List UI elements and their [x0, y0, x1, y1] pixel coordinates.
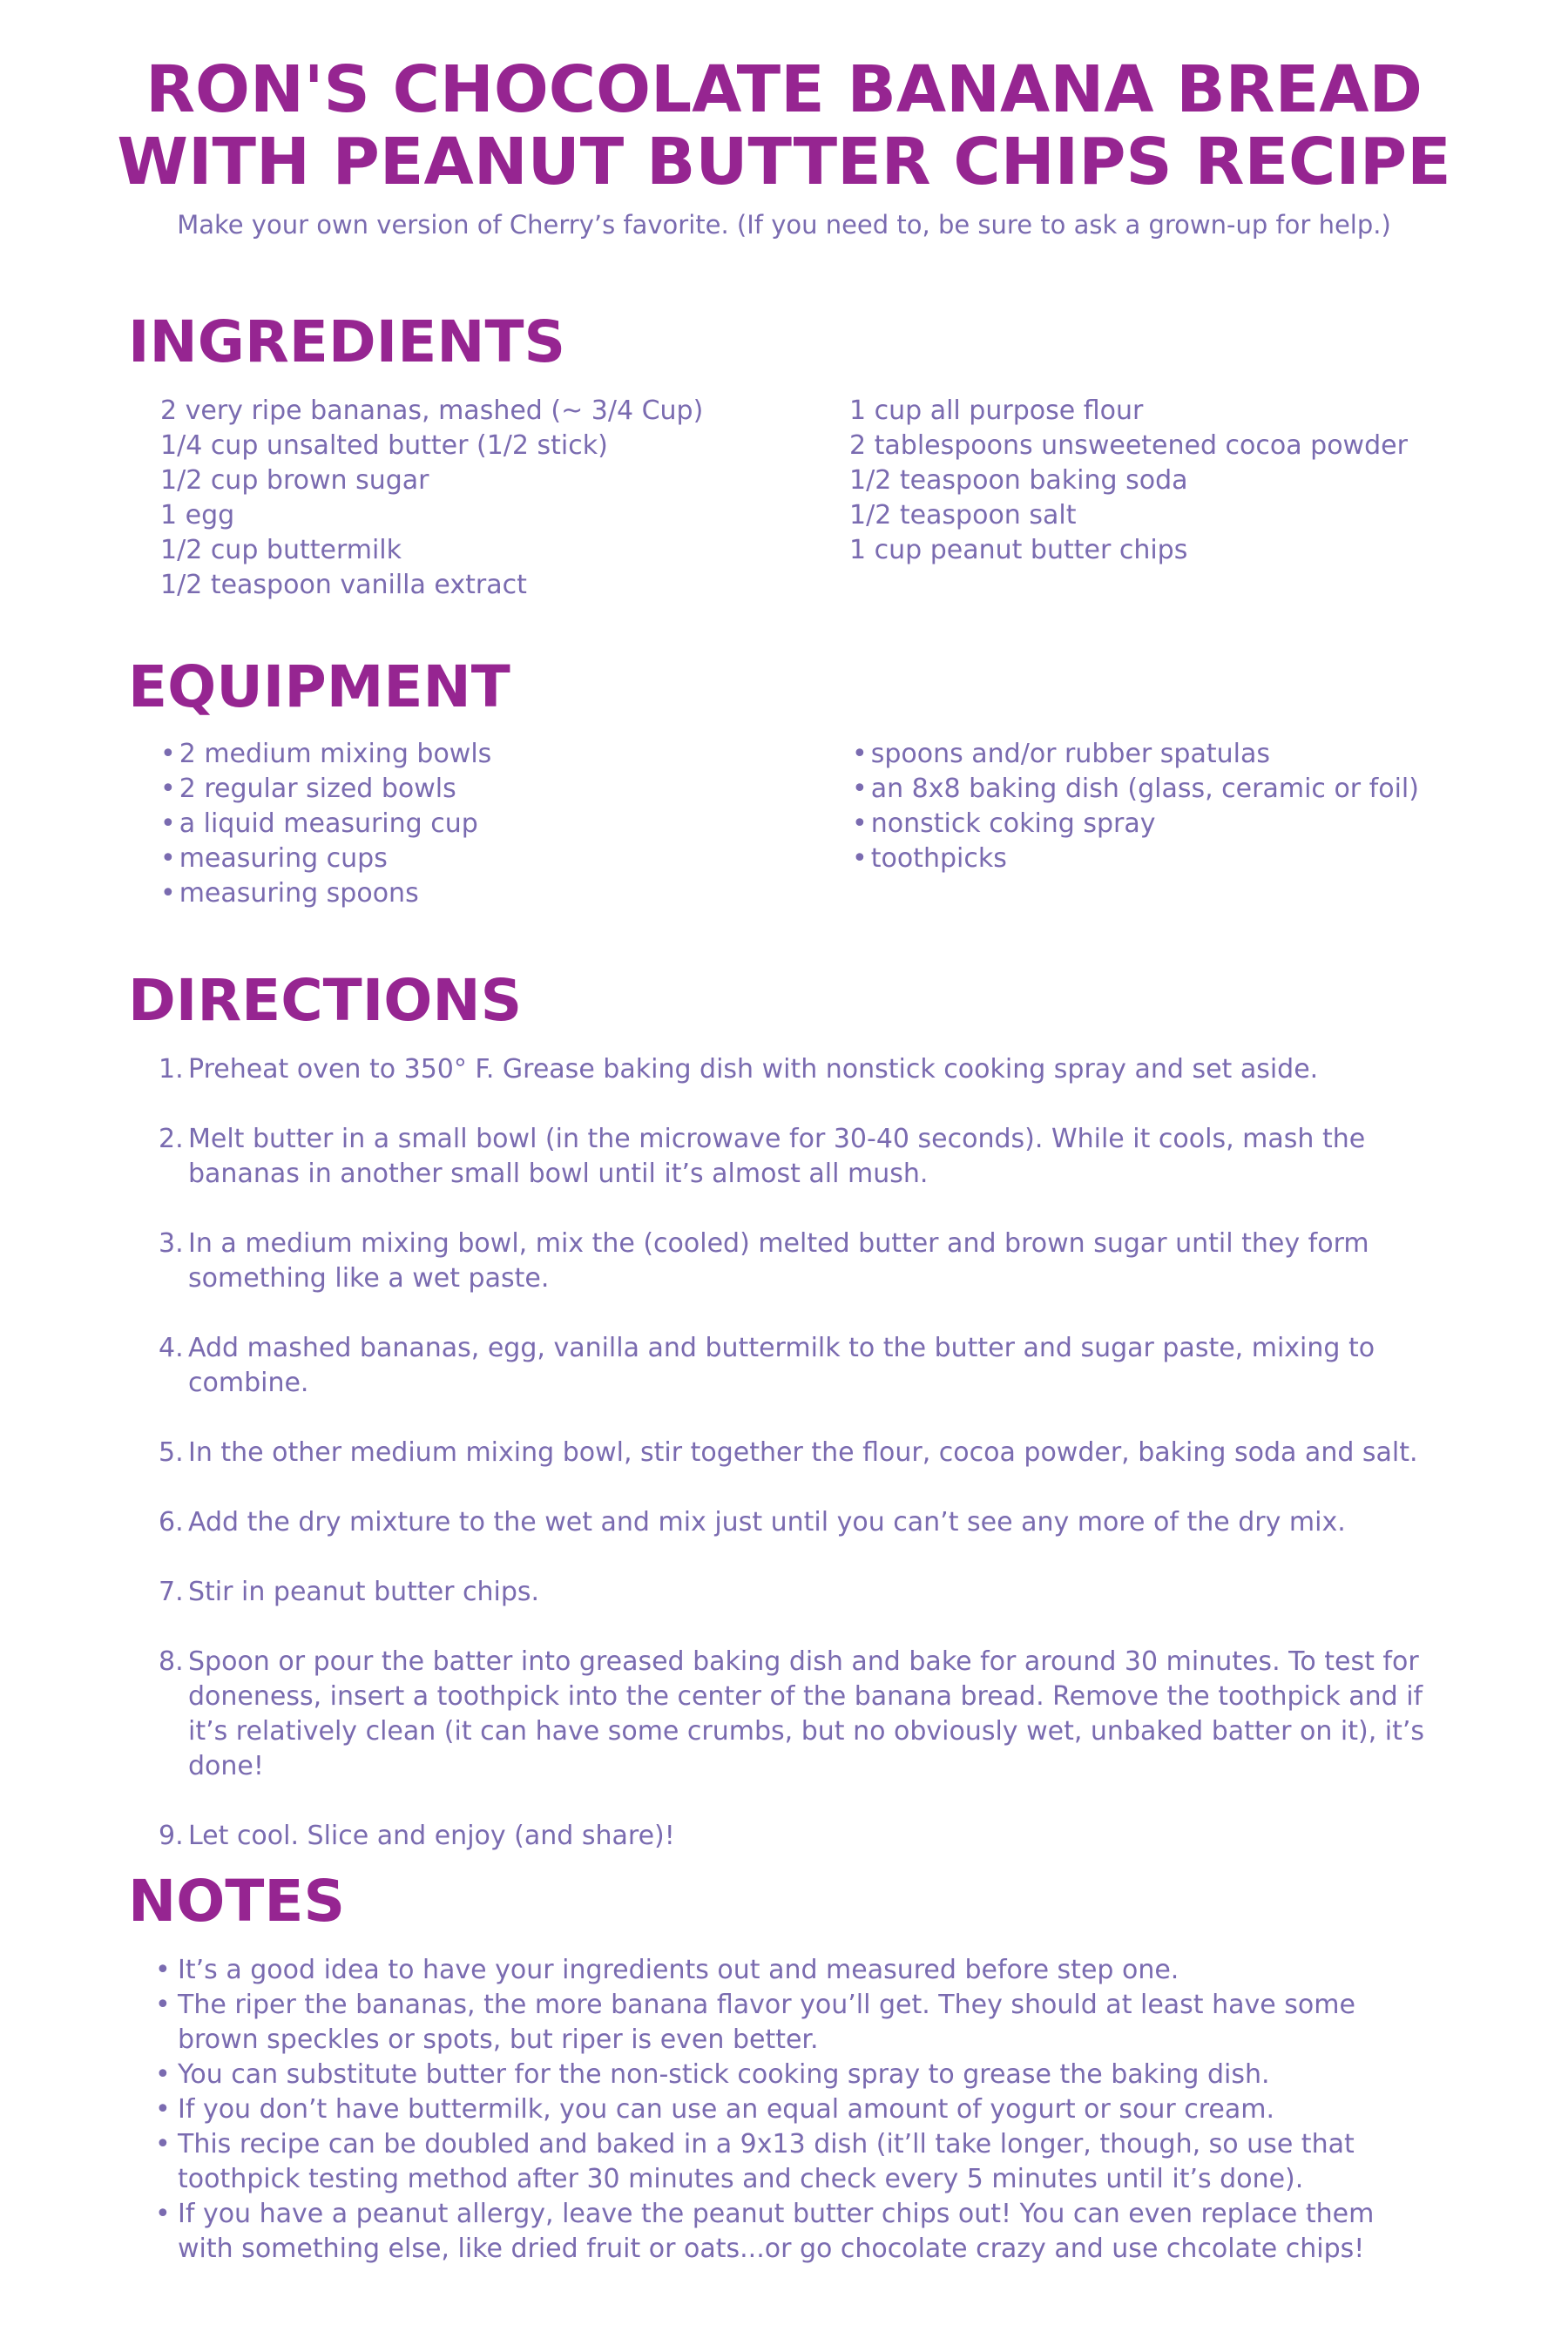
note-text: The riper the bananas, the more banana flavor you’ll get. They should at least have some brown speckles or spots, but riper is even better. — [178, 1990, 1355, 2055]
note-item — [155, 2058, 1409, 2092]
ingredient-item: 1 cup peanut butter chips — [849, 535, 1188, 565]
equipment-list-right — [852, 737, 1419, 876]
ingredient-item: 1/2 teaspoon baking soda — [849, 465, 1188, 496]
direction-step — [159, 1436, 1430, 1470]
step-text: Melt butter in a small bowl (in the microwave for 30-40 seconds). While it cools, mash the bananas in another small bowl until it’s almost all mush. — [188, 1124, 1366, 1189]
directions-list — [159, 1052, 1430, 1889]
direction-step — [159, 1505, 1430, 1540]
direction-step — [159, 1575, 1430, 1610]
equipment-item: • toothpicks — [852, 841, 1419, 876]
recipe-title-line-2: WITH PEANUT BUTTER CHIPS RECIPE — [117, 125, 1451, 199]
note-item — [155, 2127, 1409, 2197]
equipment-item: • an 8x8 baking dish (glass, ceramic or foil) — [852, 772, 1419, 807]
step-text: In a medium mixing bowl, mix the (cooled) melted butter and brown sugar until they form something like a wet paste. — [188, 1228, 1369, 1294]
step-number: 3. — [159, 1228, 184, 1259]
bullet-icon: • — [155, 1955, 171, 1985]
step-text: Spoon or pour the batter into greased baking dish and bake for around 30 minutes. To test for doneness, insert a toothpick into the center of the banana bread. Remove the toothpick and if it’s relatively clean (it can have some crumbs, but no obviously wet, unbaked batter on it), it’s done! — [188, 1646, 1425, 1781]
note-text: You can substitute butter for the non-stick cooking spray to grease the baking dish. — [178, 2059, 1270, 2090]
step-number: 4. — [159, 1333, 184, 1363]
step-number: 6. — [159, 1507, 184, 1538]
ingredient-item: 1/2 teaspoon salt — [849, 500, 1077, 531]
equipment-heading: EQUIPMENT — [128, 653, 510, 720]
bullet-icon: • — [155, 2059, 171, 2090]
equipment-item: • 2 regular sized bowls — [160, 772, 491, 807]
ingredient-item: 1/2 cup brown sugar — [160, 465, 429, 496]
step-text: Add the dry mixture to the wet and mix just until you can’t see any more of the dry mix. — [188, 1507, 1346, 1538]
step-number: 1. — [159, 1054, 184, 1085]
ingredient-item: 1 egg — [160, 500, 235, 531]
note-text: It’s a good idea to have your ingredients out and measured before step one. — [178, 1955, 1179, 1985]
ingredient-item: 1/2 teaspoon vanilla extract — [160, 570, 527, 600]
step-number: 9. — [159, 1821, 184, 1851]
ingredient-item: 2 tablespoons unsweetened cocoa powder — [849, 430, 1408, 461]
step-number: 5. — [159, 1437, 184, 1468]
step-text: In the other medium mixing bowl, stir together the flour, cocoa powder, baking soda and salt. — [188, 1437, 1418, 1468]
direction-step — [159, 1645, 1430, 1784]
recipe-subtitle: Make your own version of Cherry’s favorite. (If you need to, be sure to ask a grown-up for help.) — [177, 210, 1391, 240]
step-text: Let cool. Slice and enjoy (and share)! — [188, 1821, 675, 1851]
notes-heading: NOTES — [128, 1868, 345, 1935]
equipment-list-left — [160, 737, 491, 911]
note-text: If you have a peanut allergy, leave the peanut butter chips out! You can even replace them with something else, like dried fruit or oats...or go chocolate crazy and use chcolate chips! — [178, 2199, 1375, 2264]
directions-heading: DIRECTIONS — [128, 967, 523, 1034]
equipment-item: • measuring cups — [160, 841, 491, 876]
recipe-title-line-1: RON'S CHOCOLATE BANANA BREAD — [145, 52, 1423, 127]
direction-step — [159, 1819, 1430, 1854]
equipment-item: • a liquid measuring cup — [160, 807, 491, 841]
note-item — [155, 2092, 1409, 2127]
step-text: Stir in peanut butter chips. — [188, 1577, 540, 1607]
note-text: This recipe can be doubled and baked in a 9x13 dish (it’ll take longer, though, so use that toothpick testing method after 30 minutes and check every 5 minutes until it’s done). — [178, 2129, 1355, 2194]
bullet-icon: • — [155, 1990, 171, 2020]
direction-step — [159, 1331, 1430, 1401]
direction-step — [159, 1122, 1430, 1192]
bullet-icon: • — [155, 2199, 171, 2229]
notes-list — [155, 1953, 1409, 2267]
equipment-item: • 2 medium mixing bowls — [160, 737, 491, 772]
step-text: Preheat oven to 350° F. Grease baking dish with nonstick cooking spray and set aside. — [188, 1054, 1319, 1085]
equipment-item: • nonstick coking spray — [852, 807, 1419, 841]
equipment-item: • measuring spoons — [160, 876, 491, 911]
step-text: Add mashed bananas, egg, vanilla and buttermilk to the butter and sugar paste, mixing to combine. — [188, 1333, 1375, 1398]
ingredient-item: 2 very ripe bananas, mashed (~ 3/4 Cup) — [160, 395, 704, 426]
ingredient-item: 1/2 cup buttermilk — [160, 535, 402, 565]
bullet-icon: • — [155, 2094, 171, 2125]
note-text: If you don’t have buttermilk, you can use an equal amount of yogurt or sour cream. — [178, 2094, 1275, 2125]
ingredient-item: 1/4 cup unsalted butter (1/2 stick) — [160, 430, 608, 461]
ingredients-list-left — [160, 394, 703, 603]
direction-step — [159, 1052, 1430, 1087]
ingredients-list-right — [849, 394, 1408, 568]
direction-step — [159, 1227, 1430, 1296]
note-item — [155, 1988, 1409, 2058]
ingredients-heading: INGREDIENTS — [128, 308, 566, 375]
step-number: 2. — [159, 1124, 184, 1154]
note-item — [155, 1953, 1409, 1988]
step-number: 7. — [159, 1577, 184, 1607]
ingredient-item: 1 cup all purpose flour — [849, 395, 1144, 426]
bullet-icon: • — [155, 2129, 171, 2159]
equipment-item: • spoons and/or rubber spatulas — [852, 737, 1419, 772]
note-item — [155, 2197, 1409, 2267]
step-number: 8. — [159, 1646, 184, 1677]
